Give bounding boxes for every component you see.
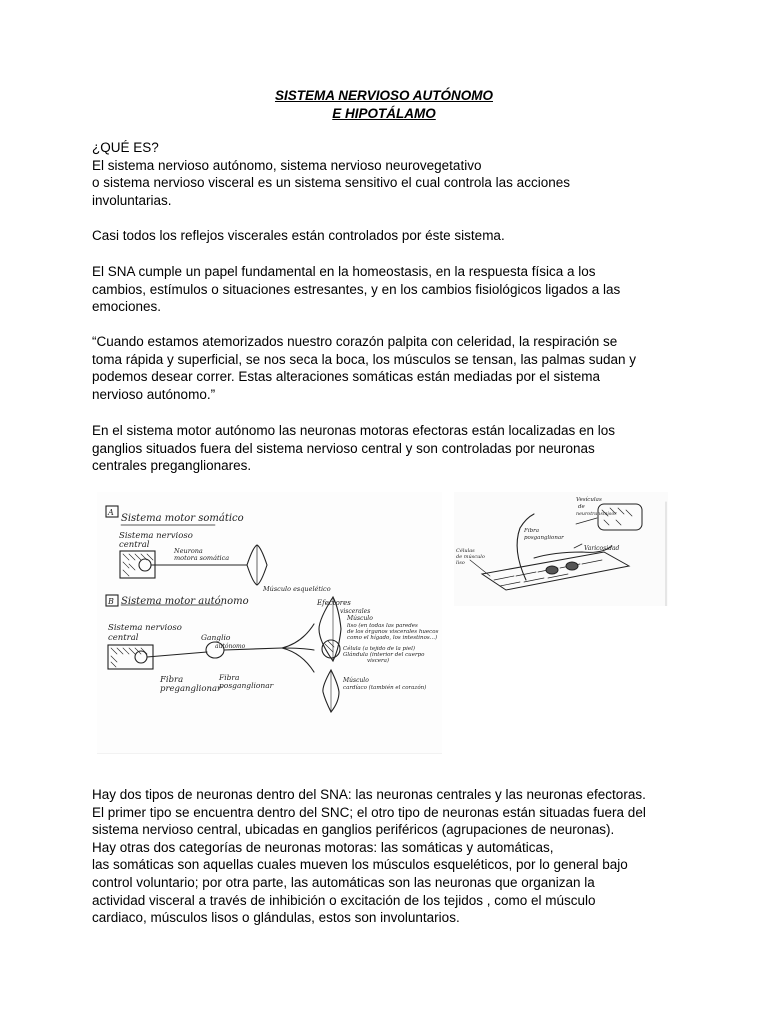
- snc-a-line2: central: [119, 540, 150, 550]
- cardiac-line1: Músculo: [343, 677, 369, 684]
- ganglion-line1: Ganglio: [201, 633, 231, 642]
- text-line: control voluntario; por otra parte, las automáticas son las neuronas que organizan la: [92, 874, 595, 890]
- gland-line2: Glándula (interior del cuerpo: [343, 652, 425, 658]
- text-line: sistema nervioso central, ubicadas en ganglios periféricos (agrupaciones de neuronas).: [92, 822, 615, 838]
- varicosity-label: Varicosidad: [584, 545, 620, 552]
- paragraph-homeostasis: [92, 263, 692, 316]
- cells-line1: Células: [456, 548, 475, 554]
- cardiac-line2: cardíaco (también el corazón): [343, 685, 427, 691]
- paragraph-quote: [92, 333, 692, 403]
- smooth-muscle-line1: Músculo: [347, 615, 373, 622]
- neuron-a-line2: motora somática: [174, 554, 230, 562]
- heading-a: Sistema motor somático: [121, 513, 244, 524]
- text-line: involuntarias.: [92, 192, 172, 208]
- text-line: centrales preganglionares.: [92, 458, 252, 474]
- paragraph-neuron-types: [92, 786, 692, 927]
- document-title-line1: SISTEMA NERVIOSO AUTÓNOMO: [274, 88, 493, 103]
- text-line: toma rápida y superficial, se nos seca la boca, los músculos se tensan, las palmas sudan y: [92, 351, 637, 367]
- text-line: En el sistema motor autónomo las neuronas motoras efectoras están localizadas en los: [92, 423, 616, 438]
- text-line: ¿QUÉ ES?: [92, 140, 159, 155]
- snc-a-line1: Sistema nervioso: [119, 531, 193, 541]
- text-line: emociones.: [92, 299, 162, 315]
- fiber-line1: Fibra: [524, 528, 540, 534]
- paragraph-reflexes: [92, 227, 692, 245]
- post-fiber-line1: Fibra: [219, 673, 240, 682]
- neuron-a-line1: Neurona: [174, 547, 203, 555]
- gland-line3: viscera): [367, 658, 390, 664]
- text-line: actividad visceral a través de inhibición o excitación de los tejidos , como el músculo: [92, 892, 596, 908]
- text-line: El sistema nervioso autónomo, sistema nervioso neurovegetativo: [92, 157, 482, 173]
- pre-fiber-line1: Fibra: [160, 675, 184, 685]
- text-line: El SNA cumple un papel fundamental en la homeostasis, en la respuesta física a los: [92, 264, 596, 279]
- effectors-line1: Efectores: [317, 599, 351, 607]
- text-line: nervioso autónomo.”: [92, 386, 216, 402]
- label-a: A: [108, 508, 114, 517]
- text-line: “Cuando estamos atemorizados nuestro corazón palpita con celeridad, la respiración se: [92, 334, 618, 349]
- motor-systems-drawing: [97, 492, 442, 754]
- ganglion-line2: autónomo: [215, 643, 246, 650]
- heading-b: Sistema motor autónomo: [121, 596, 249, 607]
- text-line: Casi todos los reflejos viscerales están controlados por éste sistema.: [92, 228, 505, 243]
- text-line: El primer tipo se encuentra dentro del SNC; el otro tipo de neuronas están situadas fuera del: [92, 804, 646, 820]
- figure-motor-systems: [97, 492, 442, 754]
- paragraph-motor-system: [92, 422, 692, 475]
- smooth-muscle-line3: de los órganos viscerales huecos: [347, 629, 439, 635]
- label-b: B: [108, 597, 114, 606]
- effectors-line2: viscerales: [340, 608, 371, 615]
- snc-b-line1: Sistema nervioso: [108, 623, 182, 633]
- text-line: o sistema nervioso visceral es un sistema sensitivo el cual controla las acciones: [92, 175, 570, 191]
- gland-line1: Célula (a tejido de la piel): [343, 646, 415, 652]
- text-line: las somáticas son aquellas cuales mueven los músculos esqueléticos, por lo general bajo: [92, 857, 628, 873]
- vesicles-line2: de: [578, 504, 585, 510]
- smooth-muscle-line4: como el hígado, los intestinos...): [347, 635, 438, 641]
- paragraph-what-is: [92, 139, 692, 209]
- vesicles-line1: Vesículas: [576, 497, 602, 503]
- text-line: Hay otras dos categorías de neuronas motoras: las somáticas y automáticas,: [92, 839, 554, 855]
- text-line: ganglios situados fuera del sistema nervioso central y son controladas por neuronas: [92, 440, 595, 456]
- snc-b-line2: central: [108, 633, 139, 643]
- text-line: cambios, estímulos o situaciones estresantes, y en los cambios fisiológicos ligados a las: [92, 281, 621, 297]
- fiber-line2: posganglionar: [524, 535, 564, 541]
- document-title-line2: E HIPOTÁLAMO: [332, 106, 436, 121]
- text-line: cardiaco, músculos lisos o glándulas, estos son involuntarios.: [92, 910, 460, 926]
- varicosities-drawing: [454, 492, 668, 606]
- vesicles-line3: neurotransmisor: [576, 512, 617, 517]
- smooth-muscle-line2: liso (en todas las paredes: [347, 623, 418, 629]
- pre-fiber-line2: preganglionar: [160, 684, 222, 694]
- muscle-a: Músculo esquelético: [263, 585, 331, 593]
- post-fiber-line2: posganglionar: [219, 681, 274, 690]
- cells-line3: liso: [456, 560, 465, 566]
- figure-varicosities: [454, 492, 668, 606]
- text-line: Hay dos tipos de neuronas dentro del SNA: las neuronas centrales y las neuronas efectoras.: [92, 787, 646, 802]
- text-line: podemos desear correr. Estas alteraciones somáticas están mediadas por el sistema: [92, 369, 600, 385]
- cells-line2: de músculo: [456, 554, 485, 560]
